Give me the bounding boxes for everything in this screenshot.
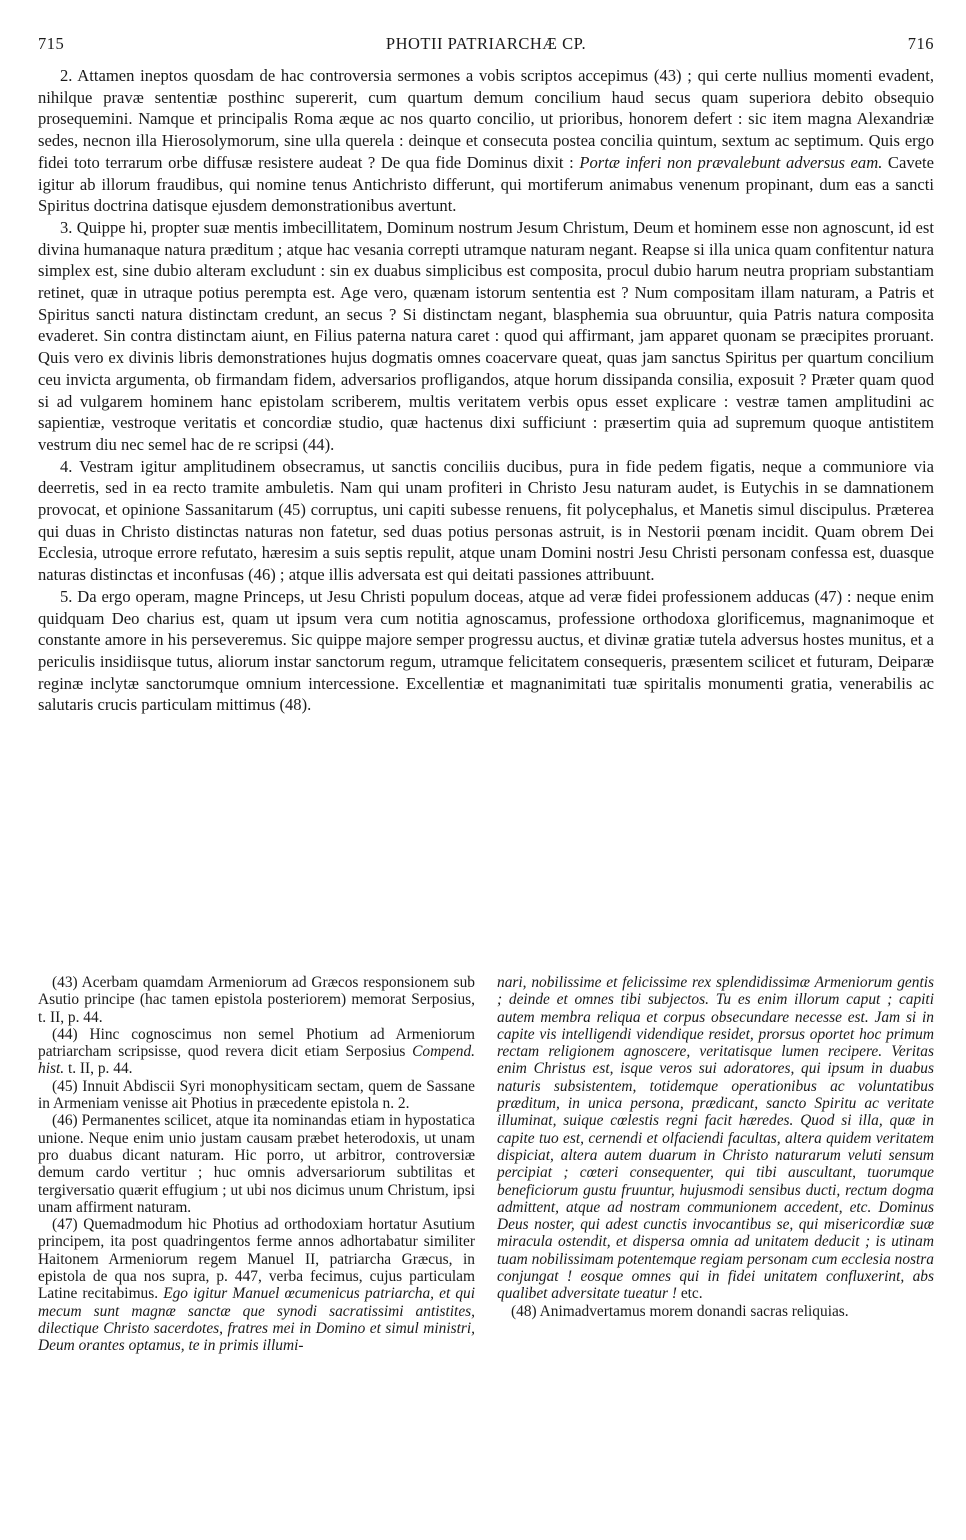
footnote-n44: [38, 1026, 475, 1078]
footnotes-right-column: [497, 974, 934, 1320]
footnotes-left-column: [38, 974, 475, 1355]
footnote-n47: [38, 1216, 475, 1354]
italic-text: Compend. hist.: [38, 1043, 475, 1078]
running-header: [38, 34, 934, 56]
text-run: 3. Quippe hi, propter suæ mentis imbecillitatem, Dominum nostrum Jesum Christum, Deum et hominem esse non agnoscunt, id est divina humanaque natura præditum ; atque hac vesania correpti utramque naturam negant. Reapse si illa unica quam confitentur natura simplex est, sine dubio alteram excludunt : sin ex duabus simplicibus est composita, procul dubio harum neutra propriam substantiam retinet, quæ in utraque potius perempta est. Age vero, quænam istorum sententia est ? Num compositam illam naturam, a Patris et Spiritus sancti natura distinctam credunt, an secus ? Si distinctam negant, blasphemia sua obruuntur, quia Patris natura composita evaderet. Sin contra distinctam aiunt, en Filius paterna natura caret : quod qui affirmant, jam apparet quonam se præcipites proruant. Quis vero ex divinis libris demonstrationes hujus dogmatis omnes coacervare queat, quas jam sanctus Spiritus per quartum concilium ceu invicta argumenta, ob firmandam fidem, adversarios profligandos, atque horum dissipanda consilia, exposuit ? Præter quam quod si ad vulgarem hominem hanc epistolam scriberem, multis veritatem verbis opus esset explicare : vestræ tamen amplitudini ac sapientiæ, vestroque veritatis et concordiæ studio, quæ hactenus dixi sufficiunt : præsertim quia ad supremum quoque antistitem vestrum diu nec semel hac de re scripsi (44).: [38, 217, 934, 454]
text-run: 2. Attamen ineptos quosdam de hac controversia sermones a vobis scriptos accepimus (43) ; qui certe nullius momenti evadent, nihilque pravæ sententiæ posthinc supererit, cum quartum demum concilium haud secus quam superiora debito obsequio prosequemini. Namque et principalis Roma æque ac nos quarto concilio, ut prioribus, honorem defert : sic item magna Alexandriæ sedes, necnon illa Hierosolymorum, sine ulla querela : deinque et consecuta postea concilia quintum, sextum ac septimum. Quis ergo fidei toto terrarum orbe diffusæ resistere audeat ? De qua fide Dominus dixit :: [38, 66, 934, 172]
italic-text: Portæ inferi non prævalebunt adversus eam.: [579, 152, 883, 172]
paragraph-p2: [38, 65, 934, 217]
text-run: Cavete igitur ab illorum fraudibus, qui nomine tenus Antichristo differunt, qui mortiferum animabus venenum propinant, dum eas a sancti Spiritus doctrina datisque ejusdem demonstrationibus avertunt.: [38, 152, 935, 216]
page-number-right: 716: [907, 34, 934, 53]
running-title: PHOTII PATRIARCHÆ CP.: [385, 34, 587, 53]
paragraph-p3: [38, 217, 934, 456]
paragraph-p4: [38, 456, 934, 586]
footnote-n46: [38, 1112, 475, 1216]
paragraph-p5: [38, 586, 934, 716]
text-run: etc.: [676, 1285, 703, 1303]
text-run: 5. Da ergo operam, magne Princeps, ut Jesu Christi populum doceas, atque ad veræ fidei professionem adducas (47) : neque enim quidquam Deo charius est, quam ut ipsum vera cum notitia agnoscamus, professione orthodoxa glorificemus, magnanimoque et constante amore in his perseveremus. Sic quippe majore semper progressu auctus, et divinæ gratiæ tutela adversus hostes munitus, et a periculis insidiisque tutus, aliorum instar sanctorum regum, utramque felicitatem consequeris, præsentem scilicet et futuram, Deiparæ reginæ inclytæ sanctorumque omnium intercessione. Excellentiæ et magnanimitati tuæ spiritalis monumenti gratia, venerabilis ac salutaris crucis particulam mittimus (48).: [38, 586, 934, 715]
main-text: [38, 65, 934, 716]
footnote-n43: [38, 974, 475, 1026]
page-number-left: 715: [38, 34, 65, 53]
italic-text: nari, nobilissime et felicissime rex splendidissimæ Armeniorum gentis ; deinde et omnes tibi subjectos. Tu es enim illorum caput ; capiti autem membra reliqua et corpus obsecundare necesse est. Jam si in capite vis intelligendi videndique residet, prorsus oportet hoc primum rectam religionem agnoscere, veritatisque lumen recipere. Veritas enim Christus est, isque veros sui adoratores, qui ipsum in duabus naturis subsistentem, totidemque operationibus ac voluntatibus præditum, in unica persona, prædicant, sancto Spiritu ac veritate illuminat, suique cœlestis regni facit hæredes. Quod si illa, quæ in capite tuo est, cernendi et olfaciendi facultas, altera quidem veritatem dispiciat, altera autem duarum in Christo naturarum veluti sensum percipiat ; cœteri consequenter, qui tibi auscultant, tuorumque beneficiorum gustu fruuntur, hujusmodi sensibus ducti, rectum dogma admittent, atque ad nostram communionem accedent, etc. Dominus Deus noster, qui adest cunctis invocantibus se, qui misericordiæ suæ miracula ostendit, et dispersa omnia ad unitatem deducit ; is utinam tuam nobilissimam potentemque regiam personam cum ecclesia nostra conjungat ! eosque omnes qui in fidei unitatem confluxerint, abs qualibet adversitate tueatur !: [497, 974, 934, 1303]
text-run: (45) Innuit Abdiscii Syri monophysiticam sectam, quem de Sassane in Armeniam venisse ait Photius in præcedente epistola n. 2.: [38, 1077, 475, 1113]
text-run: (44) Hinc cognoscimus non semel Photium ad Armeniorum patriarcham scripsisse, quod revera dicit etiam Serposius: [38, 1025, 475, 1061]
footnote-n48: [497, 1303, 934, 1320]
footnote-n47c: [497, 974, 934, 1303]
text-run: (48) Animadvertamus morem donandi sacras reliquias.: [511, 1302, 849, 1320]
footnote-n45: [38, 1078, 475, 1113]
text-run: (46) Permanentes scilicet, atque ita nominandas etiam in hypostatica unione. Neque enim unio justam causam præbet heterodoxis, ut unam pro duabus dicant naturam. Hic porro, ut arbitror, controversiæ demum cardo vertitur ; huc omnis adversariorum subtilitas et tergiversatio quærit effugium ; ut ubi nos dicimus unum Christum, ipsi unam affirment naturam.: [38, 1112, 475, 1216]
text-run: 4. Vestram igitur amplitudinem obsecramus, ut sanctis conciliis ducibus, pura in fide pedem figatis, neque a communiore via deerretis, sed in ea recto tramite ambuletis. Nam qui unam profiteri in Christo Jesu naturam audet, is Eutychis in se damnationem provocat, et opinione Sassanitarum (45) corruptus, uni capiti subesse renuens, fit polycephalus, et Manetis simul discipulus. Præterea qui duas in Christo distinctas naturas non fatetur, sed duas potius personas astruit, is in Nestorii pœnam incidit. Quam obrem Dei Ecclesia, utroque errore refutato, hæresim a suis septis repulit, atque unam Domini nostri Jesu Christi personam confessa est, duasque naturas distinctas et inconfusas (46) ; atque illis adversata est qui deitati passiones attribuunt.: [38, 456, 934, 585]
text-run: (43) Acerbam quamdam Armeniorum ad Græcos responsionem sub Asutio principe (hac tamen epistola posteriorem) memorat Serposius, t. II, p. 44.: [38, 974, 475, 1026]
text-run: (47) Quemadmodum hic Photius ad orthodoxiam hortatur Asutium principem, ita post quadringentos ferme annos adhortabatur similiter Haitonem Armeniorum regem Manuel II, patriarcha Græcus, in epistola de qua nos supra, p. 447, verba fecimus, cujus particulam Latine recitabimus.: [38, 1216, 475, 1303]
italic-text: Ego igitur Manuel œcumenicus patriarcha, et qui mecum sunt magnæ sanctæ que synodi sacratissimi antistites, dilectique Christo sacerdotes, fratres mei in Domino et simul ministri, Deum orantes optamus, te in primis illumi-: [38, 1285, 475, 1355]
text-run: t. II, p. 44.: [64, 1060, 133, 1078]
